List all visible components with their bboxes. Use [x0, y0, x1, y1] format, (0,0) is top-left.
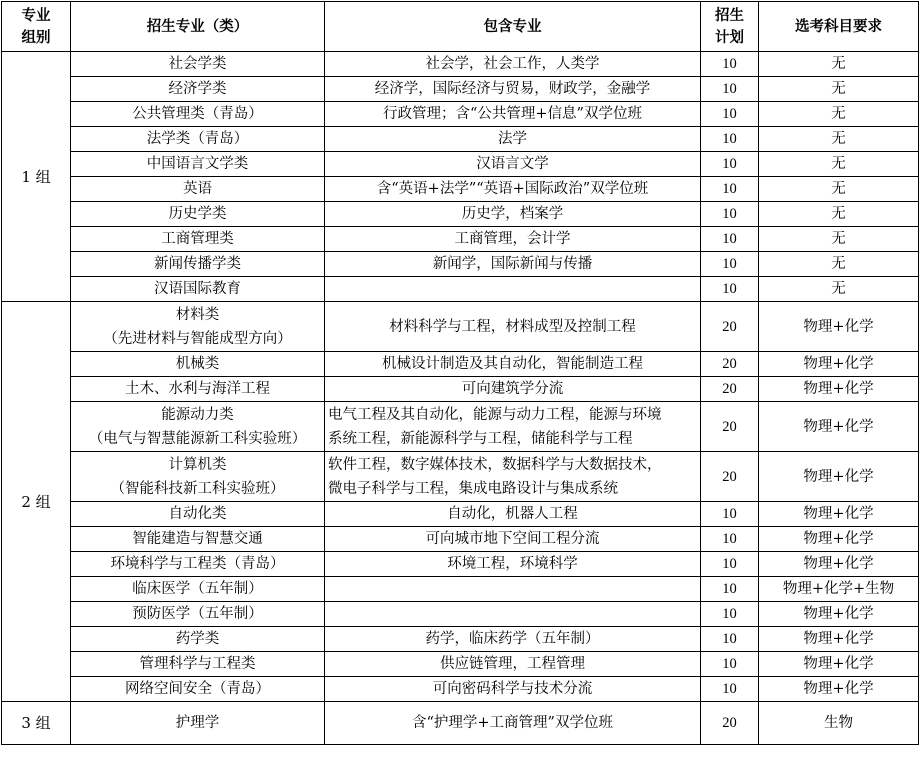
major-name: 历史学类	[168, 206, 227, 222]
subject-cell: 无	[759, 102, 919, 127]
includes-cell	[325, 627, 701, 652]
major-cell	[71, 502, 325, 527]
subject-cell: 物理+化学	[759, 402, 919, 452]
table-row	[2, 102, 919, 127]
major-cell	[71, 102, 325, 127]
table-row	[2, 552, 919, 577]
major-cell	[71, 277, 325, 302]
includes-cell	[325, 202, 701, 227]
includes-text: 经济学，国际经济与贸易，财政学，金融学	[374, 81, 651, 97]
includes-text: 含“护理学+工商管理”双学位班	[412, 715, 613, 731]
major-cell	[71, 527, 325, 552]
major-subtitle: （电气与智慧能源新工科实验班）	[88, 430, 307, 447]
major-name: 英语	[183, 181, 212, 197]
header-group: 专业组别	[2, 2, 71, 52]
table-row	[2, 502, 919, 527]
plan-cell: 10	[701, 677, 759, 702]
major-cell	[71, 202, 325, 227]
subject-cell: 物理+化学	[759, 627, 919, 652]
table-row	[2, 352, 919, 377]
subject-cell: 无	[759, 227, 919, 252]
plan-cell: 20	[701, 302, 759, 352]
includes-cell	[325, 102, 701, 127]
major-name: 临床医学（五年制）	[132, 581, 263, 597]
major-cell	[71, 577, 325, 602]
subject-cell: 生物	[759, 702, 919, 745]
table-row	[2, 377, 919, 402]
includes-text: 社会学，社会工作，人类学	[425, 56, 600, 72]
major-cell	[71, 152, 325, 177]
subject-cell: 无	[759, 52, 919, 77]
major-name: 工商管理类	[161, 231, 234, 247]
table-row	[2, 577, 919, 602]
subject-cell: 物理+化学	[759, 527, 919, 552]
subject-cell: 无	[759, 77, 919, 102]
table-row	[2, 627, 919, 652]
admission-table	[1, 1, 919, 745]
major-name: 智能建造与智慧交通	[132, 531, 263, 547]
includes-text: 材料科学与工程，材料成型及控制工程	[389, 318, 636, 335]
plan-cell: 10	[701, 227, 759, 252]
subject-cell: 物理+化学	[759, 302, 919, 352]
plan-cell: 10	[701, 552, 759, 577]
table-row	[2, 602, 919, 627]
subject-cell: 物理+化学	[759, 452, 919, 502]
table-row	[2, 302, 919, 352]
includes-text: 新闻学，国际新闻与传播	[432, 256, 593, 272]
includes-cell	[325, 77, 701, 102]
includes-cell	[325, 252, 701, 277]
major-cell	[71, 127, 325, 152]
major-cell	[71, 402, 325, 452]
plan-cell: 10	[701, 652, 759, 677]
table-row	[2, 127, 919, 152]
group-label: 1 组	[2, 52, 71, 302]
major-cell	[71, 677, 325, 702]
major-cell	[71, 177, 325, 202]
plan-cell: 10	[701, 577, 759, 602]
subject-cell: 无	[759, 252, 919, 277]
plan-cell: 10	[701, 102, 759, 127]
plan-cell: 10	[701, 502, 759, 527]
includes-text: 可向密码科学与技术分流	[432, 681, 593, 697]
major-subtitle: （智能科技新工科实验班）	[110, 480, 285, 497]
major-name: 管理科学与工程类	[139, 656, 256, 672]
major-cell	[71, 602, 325, 627]
includes-text: 自动化，机器人工程	[447, 506, 578, 522]
includes-cell	[325, 152, 701, 177]
subject-cell: 无	[759, 152, 919, 177]
includes-text: 环境工程，环境科学	[447, 556, 578, 572]
subject-cell: 无	[759, 202, 919, 227]
subject-cell: 无	[759, 277, 919, 302]
major-cell	[71, 302, 325, 352]
includes-cell	[325, 602, 701, 627]
table-row	[2, 277, 919, 302]
major-name: 新闻传播学类	[154, 256, 241, 272]
major-name: 护理学	[175, 715, 220, 731]
major-name: 社会学类	[168, 56, 227, 72]
plan-cell: 10	[701, 202, 759, 227]
includes-text: 汉语言文学	[476, 156, 549, 172]
table-row	[2, 252, 919, 277]
plan-cell: 20	[701, 702, 759, 745]
plan-cell: 20	[701, 402, 759, 452]
major-cell	[71, 452, 325, 502]
table-row	[2, 677, 919, 702]
table-row	[2, 452, 919, 502]
header-subject: 选考科目要求	[759, 2, 919, 52]
includes-text: 工商管理，会计学	[454, 231, 571, 247]
includes-text: 软件工程，数字媒体技术，数据科学与大数据技术，	[328, 456, 662, 473]
includes-cell	[325, 452, 701, 502]
major-name: 预防医学（五年制）	[132, 606, 263, 622]
includes-cell	[325, 177, 701, 202]
major-name: 汉语国际教育	[154, 281, 241, 297]
group-label: 2 组	[2, 302, 71, 702]
major-subtitle: （先进材料与智能成型方向）	[103, 330, 292, 347]
plan-cell: 10	[701, 252, 759, 277]
includes-text: 供应链管理，工程管理	[440, 656, 585, 672]
major-cell	[71, 77, 325, 102]
includes-text: 历史学，档案学	[461, 206, 564, 222]
major-cell	[71, 652, 325, 677]
includes-cell	[325, 277, 701, 302]
major-name: 法学类（青岛）	[146, 131, 249, 147]
major-name: 自动化类	[168, 506, 227, 522]
includes-text: 行政管理；含“公共管理+信息”双学位班	[383, 106, 642, 122]
major-name: 材料类	[175, 306, 220, 323]
subject-cell: 无	[759, 177, 919, 202]
includes-cell	[325, 227, 701, 252]
plan-cell: 20	[701, 352, 759, 377]
major-name: 药学类	[175, 631, 220, 647]
major-name: 中国语言文学类	[146, 156, 249, 172]
group-label: 3 组	[2, 702, 71, 745]
includes-cell	[325, 377, 701, 402]
includes-cell	[325, 502, 701, 527]
includes-text: 可向建筑学分流	[461, 381, 564, 397]
includes-text: 法学	[498, 131, 527, 147]
plan-cell: 10	[701, 177, 759, 202]
major-name: 公共管理类（青岛）	[132, 106, 263, 122]
table-row	[2, 77, 919, 102]
table-row	[2, 652, 919, 677]
includes-cell	[325, 527, 701, 552]
includes-cell	[325, 52, 701, 77]
major-cell	[71, 252, 325, 277]
includes-cell	[325, 352, 701, 377]
subject-cell: 无	[759, 127, 919, 152]
subject-cell: 物理+化学	[759, 602, 919, 627]
includes-text: 药学，临床药学（五年制）	[425, 631, 600, 647]
includes-text: 含“英语+法学”“英语+国际政治”双学位班	[376, 181, 649, 197]
major-cell	[71, 627, 325, 652]
plan-cell: 10	[701, 52, 759, 77]
includes-cell	[325, 677, 701, 702]
major-cell	[71, 702, 325, 745]
major-cell	[71, 352, 325, 377]
includes-text: 机械设计制造及其自动化，智能制造工程	[382, 356, 643, 372]
includes-cell	[325, 302, 701, 352]
major-name: 环境科学与工程类（青岛）	[110, 556, 285, 572]
major-cell	[71, 552, 325, 577]
major-name: 能源动力类	[161, 406, 234, 423]
major-name: 计算机类	[168, 456, 227, 473]
major-cell	[71, 227, 325, 252]
table-row	[2, 402, 919, 452]
subject-cell: 物理+化学	[759, 652, 919, 677]
table-row	[2, 702, 919, 745]
includes-cell	[325, 577, 701, 602]
plan-cell: 10	[701, 627, 759, 652]
subject-cell: 物理+化学	[759, 552, 919, 577]
plan-cell: 10	[701, 277, 759, 302]
major-name: 土木、水利与海洋工程	[125, 381, 270, 397]
subject-cell: 物理+化学	[759, 502, 919, 527]
header-plan: 招生计划	[701, 2, 759, 52]
major-name: 经济学类	[168, 81, 227, 97]
includes-cell	[325, 702, 701, 745]
includes-text-line2: 微电子科学与工程，集成电路设计与集成系统	[328, 480, 618, 497]
major-cell	[71, 52, 325, 77]
includes-text: 可向城市地下空间工程分流	[425, 531, 600, 547]
header-row	[2, 2, 919, 52]
table-row	[2, 52, 919, 77]
major-name: 网络空间安全（青岛）	[125, 681, 270, 697]
plan-cell: 10	[701, 152, 759, 177]
includes-text: 电气工程及其自动化，能源与动力工程，能源与环境	[328, 406, 662, 423]
plan-cell: 10	[701, 77, 759, 102]
major-cell	[71, 377, 325, 402]
plan-cell: 10	[701, 127, 759, 152]
plan-cell: 10	[701, 602, 759, 627]
subject-cell: 物理+化学	[759, 352, 919, 377]
includes-cell	[325, 552, 701, 577]
subject-cell: 物理+化学+生物	[759, 577, 919, 602]
table-row	[2, 177, 919, 202]
plan-cell: 20	[701, 377, 759, 402]
major-name: 机械类	[175, 356, 220, 372]
includes-cell	[325, 652, 701, 677]
table-row	[2, 202, 919, 227]
plan-cell: 20	[701, 452, 759, 502]
table-row	[2, 152, 919, 177]
header-major: 招生专业（类）	[71, 2, 325, 52]
header-includes: 包含专业	[325, 2, 701, 52]
plan-cell: 10	[701, 527, 759, 552]
table-row	[2, 227, 919, 252]
includes-cell	[325, 127, 701, 152]
includes-text-line2: 系统工程，新能源科学与工程，储能科学与工程	[328, 430, 633, 447]
subject-cell: 物理+化学	[759, 377, 919, 402]
table-row	[2, 527, 919, 552]
includes-cell	[325, 402, 701, 452]
subject-cell: 物理+化学	[759, 677, 919, 702]
